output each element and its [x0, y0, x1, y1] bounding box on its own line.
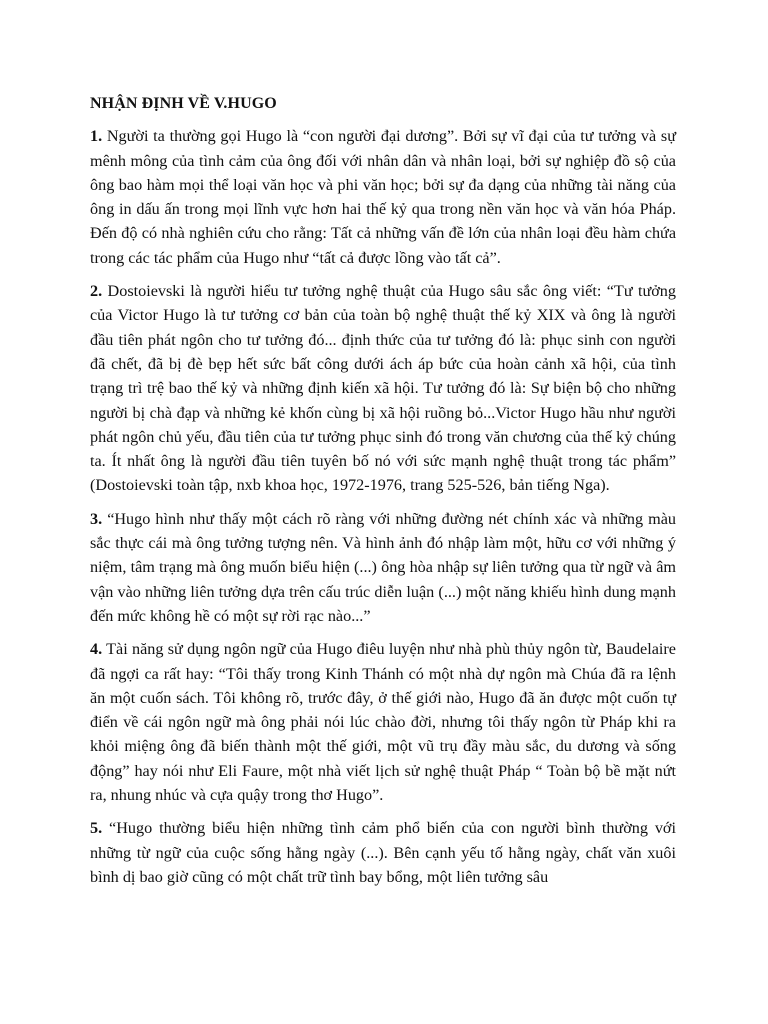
paragraph-text: “Hugo hình như thấy một cách rõ ràng với những đường nét chính xác và những màu sắc thực cái mà ông tưởng tượng nên. Và hình ảnh đó nhập làm một, hữu cơ với những ý niệm, tâm trạng mà ông muốn biểu hiện (...) ông hòa nhập sự liên tưởng qua từ ngữ và âm vận vào những liên tưởng dựa trên cấu trúc diễn luận (...) một năng khiếu hình dung mạnh đến mức không hề có một sự rời rạc nào...”: [90, 509, 677, 625]
paragraph-number: 1.: [90, 127, 103, 146]
paragraph-1: [90, 124, 676, 270]
paragraph-4: [90, 637, 676, 807]
paragraph-text: Người ta thường gọi Hugo là “con người đại dương”. Bởi sự vĩ đại của tư tưởng và sự mênh mông của tình cảm của ông đối với nhân dân và nhân loại, bởi sự nghiệp đồ sộ của ông bao hàm mọi thể loại văn học và phi văn học; bởi sự đa dạng của những tài năng của ông in dấu ấn trong mọi lĩnh vực hơn hai thế kỷ qua trong nền văn học và văn hóa Pháp. Đến độ có nhà nghiên cứu cho rằng: Tất cả những vấn đề lớn của nhân loại đều hàm chứa trong các tác phẩm của Hugo như “tất cả được lồng vào tất cả”.: [90, 127, 676, 267]
paragraph-number: 4.: [90, 640, 103, 659]
paragraph-text: “Hugo thường biểu hiện những tình cảm phổ biến của con người bình thường với những từ ngữ của cuộc sống hằng ngày (...). Bên cạnh yếu tố hằng ngày, chất văn xuôi bình dị bao giờ cũng có một chất trữ tình bay bổng, một liên tưởng sâu: [90, 819, 676, 886]
paragraph-2: [90, 279, 676, 498]
paragraph-number: 3.: [90, 509, 103, 528]
paragraph-number: 5.: [90, 819, 103, 838]
paragraph-text: Tài năng sử dụng ngôn ngữ của Hugo điêu luyện như nhà phù thủy ngôn từ, Baudelaire đã ngợi ca rất hay: “Tôi thấy trong Kinh Thánh có một nhà dự ngôn mà Chúa đã ra lệnh ăn một cuốn sách. Tôi không rõ, trước đây, ở thế giới nào, Hugo đã ăn được một cuốn tự điển về cái ngôn ngữ mà ông phải nói lúc chào đời, nhưng tôi thấy ngôn từ Pháp khi ra khỏi miệng ông đã biến thành một thế giới, một vũ trụ đầy màu sắc, du dương và sống động” hay nói như Eli Faure, một nhà viết lịch sử nghệ thuật Pháp “ Toàn bộ bề mặt nứt ra, nhung nhúc và cựa quậy trong thơ Hugo”.: [90, 640, 676, 805]
paragraph-number: 2.: [90, 282, 103, 301]
paragraph-5: [90, 816, 676, 889]
document-body: [90, 92, 676, 898]
paragraph-3: [90, 507, 676, 628]
paragraph-text: Dostoievski là người hiểu tư tưởng nghệ thuật của Hugo sâu sắc ông viết: “Tư tưởng của Victor Hugo là tư tưởng cơ bản của toàn bộ nghệ thuật thế kỷ XIX và ông là người đầu tiên phát ngôn cho tư tưởng đó... định thức của tư tưởng đó là: phục sinh con người đã chết, đã bị đè bẹp hết sức bất công dưới ách áp bức của hoàn cảnh xã hội, của tình trạng trì trệ bao thế kỷ và những định kiến xã hội. Tư tưởng đó là: Sự biện bộ cho những người bị chà đạp và những kẻ khốn cùng bị xã hội ruồng bỏ...Victor Hugo hầu như người phát ngôn chủ yếu, đầu tiên của tư tưởng phục sinh đó trong văn chương của thế kỷ chúng ta. Ít nhất ông là người đầu tiên tuyên bố nó với sức mạnh nghệ thuật trong tác phẩm” (Dostoievski toàn tập, nxb khoa học, 1972-1976, trang 525-526, bản tiếng Nga).: [90, 282, 676, 495]
document-title: NHẬN ĐỊNH VỀ V.HUGO: [90, 95, 277, 112]
